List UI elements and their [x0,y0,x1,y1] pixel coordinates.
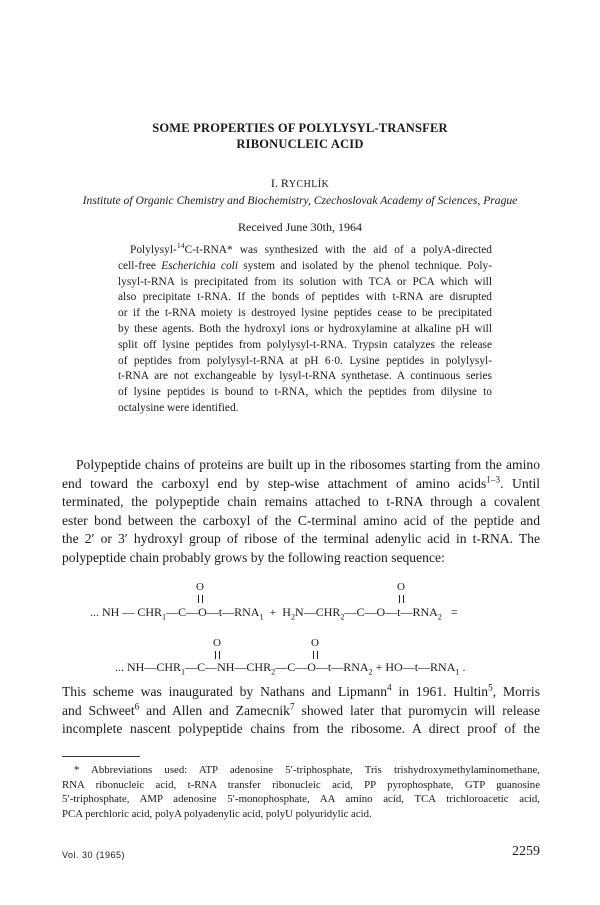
body-line: end toward the carboxyl end by step-wise attachment of amino acids$^{1-3}$. Until [62,474,540,491]
reaction-line-2: ... $NH—CHR_1—C—NH—CHR_2—C—O—t—RNA_2$ + $HO—t—RNA_1$ . [115,660,466,677]
author-name: I. RYCHLÍK [270,176,330,190]
journal-reference: Vol. 30 (1965) [62,850,126,860]
body-line: incomplete nascent polypeptide chains from the ribosome. A direct proof of the [62,721,540,737]
abstract-line: of peptides from polylysyl-t-RNA at pH 6·0. Lysine peptides in polylysyl- [118,354,492,367]
footnote-divider [62,756,140,757]
footnote-line: PCA perchloric acid, polyA polyadenylic acid, polyU polyuridylic acid. [62,807,372,820]
body-line: ester bond between the carboxyl of the C-terminal amino acid of the peptide and [62,512,540,528]
journal-page: SOME PROPERTIES OF POLYLYSYL-TRANSFER RIBONUCLEIC ACID I. RYCHLÍK Institute of Organic Chemistry and Biochemistry, Czechoslovak Academy of Sciences, Prague Received June 30th, 1964 Polylysyl-$^{14}$C-t-RNA* was synthesized with the aid of a polyA-directed cell-free Escherichia coli system and isolated by the phenol technique. Poly- lysyl-t-RNA is precipitated from its solution with TCA or PCA which will also precipitate t-RNA. If the bonds of peptides with t-RNA are disrupted or if the t-RNA moiety is destroyed lysine peptides cease to be precipitated by these agents. Both the hydroxyl ions or hydroxylamine at alkaline pH will split off lysine peptides from polylysyl-t-RNA. Trypsin catalyzes the release of peptides from polylysyl-t-RNA at pH 6·0. Lysine peptides in polylysyl- t-RNA are not exchangeable by lysyl-t-RNA synthetase. A continuous series of lysine peptides is bound to t-RNA, which the peptides from dilysine to octalysine were identified. Polypeptide chains of proteins are built up in the ribosomes starting from the amino end toward the carboxyl end by step-wise attachment of amino acids$^{1-3}$. Until terminated, the polypeptide chain remains attached to t-RNA through a covalent ester bond between the carboxyl of the C-terminal amino acid of the peptide and the 2′ or 3′ hydroxyl group of ribose of the terminal adenylic acid in t-RNA. The polypeptide chain probably grows by the following reaction sequence: O O ... NH — $CHR_1—C—O—t—RNA_1$ + $H_2N—CHR_2—C—O—t—RNA_2$ = O O ... $NH—CHR_1—C—NH—CHR_2—C—O—t—RNA_2$ + $HO—t—RNA_1$ . This scheme was inaugurated by Nathans and Lipmann$^4$ in 1961. Hultin$^5$, Morris and Schweet$^6$ and Allen and Zamecnik$^7$ showed later that puromycin will release incomplete nascent polypeptide chains from the ribosome. A direct proof of the * Abbreviations used: ATP adenosine 5′-triphosphate, Tris trishydroxymethylaminomethane, RNA ribonucleic acid, t-RNA transfer ribonucleic acid, PP pyrophosphate, GTP guanosine 5′-triphosphate, AMP adenosine 5′-monophosphate, AA amino acid, TCA trichloroacetic acid, PCA perchloric acid, polyA polyadenylic acid, polyU polyuridylic acid. Vol. 30 (1965) 2259 [0,0,600,905]
footnote-line: RNA ribonucleic acid, t-RNA transfer ribonucleic acid, PP pyrophosphate, GTP guanosine [62,778,540,791]
abstract-line: octalysine were identified. [118,401,239,414]
abstract-line: also precipitate t-RNA. If the bonds of peptides with t-RNA are disrupted [118,291,492,304]
author-institution: Institute of Organic Chemistry and Biochemistry, Czechoslovak Academy of Sciences, Prague [82,194,518,207]
abstract-line: split off lysine peptides from polylysyl-t-RNA. Trypsin catalyzes the release [118,338,492,351]
abstract [118,243,492,417]
body-line: polypeptide chain probably grows by the following reaction sequence: [62,549,445,565]
body-line: the 2′ or 3′ hydroxyl group of ribose of the terminal adenylic acid in t-RNA. The [62,531,540,547]
body-paragraph-1 [62,456,540,568]
abstract-line: of lysine peptides is bound to t-RNA, which the peptides from dilysine to [118,386,492,399]
reaction-line-1: ... NH — $CHR_1—C—O—t—RNA_1$ + $H_2N—CHR_2—C—O—t—RNA_2$ = [90,605,458,622]
footnote-line: 5′-triphosphate, AMP adenosine 5′-monophosphate, AA amino acid, TCA trichloroacetic acid, [62,793,540,806]
abstract-line: t-RNA are not exchangeable by lysyl-t-RNA synthetase. A continuous series [118,370,492,383]
footnote [62,763,540,821]
body-line: terminated, the polypeptide chain remains attached to t-RNA through a covalent [62,494,540,510]
article-title-line-1: SOME PROPERTIES OF POLYLYSYL-TRANSFER [152,121,448,135]
page-number: 2259 [512,844,540,859]
body-line: Polypeptide chains of proteins are built up in the ribosomes starting from the amino [76,457,540,472]
abstract-line: Polylysyl-$^{14}$C-t-RNA* was synthesized with the aid of a polyA-directed [130,241,492,256]
body-line: and Schweet$^6$ and Allen and Zamecnik$^7$ showed later that puromycin will release [62,701,540,718]
abstract-line: cell-free Escherichia coli system and isolated by the phenol technique. Poly- [118,259,492,272]
received-date: Received June 30th, 1964 [238,220,362,234]
footnote-line: * Abbreviations used: ATP adenosine 5′-triphosphate, Tris trishydroxymethylaminomethane, [74,764,540,776]
body-line: This scheme was inaugurated by Nathans and Lipmann$^4$ in 1961. Hultin$^5$, Morris [62,682,540,699]
body-paragraph-2 [62,683,540,739]
abstract-line: or if the t-RNA moiety is destroyed lysine peptides cease to be precipitated [118,307,492,320]
abstract-line: lysyl-t-RNA is precipitated from its solution with TCA or PCA which will [118,275,492,288]
article-title-line-2: RIBONUCLEIC ACID [236,137,364,151]
abstract-line: by these agents. Both the hydroxyl ions or hydroxylamine at alkaline pH will [118,322,492,335]
